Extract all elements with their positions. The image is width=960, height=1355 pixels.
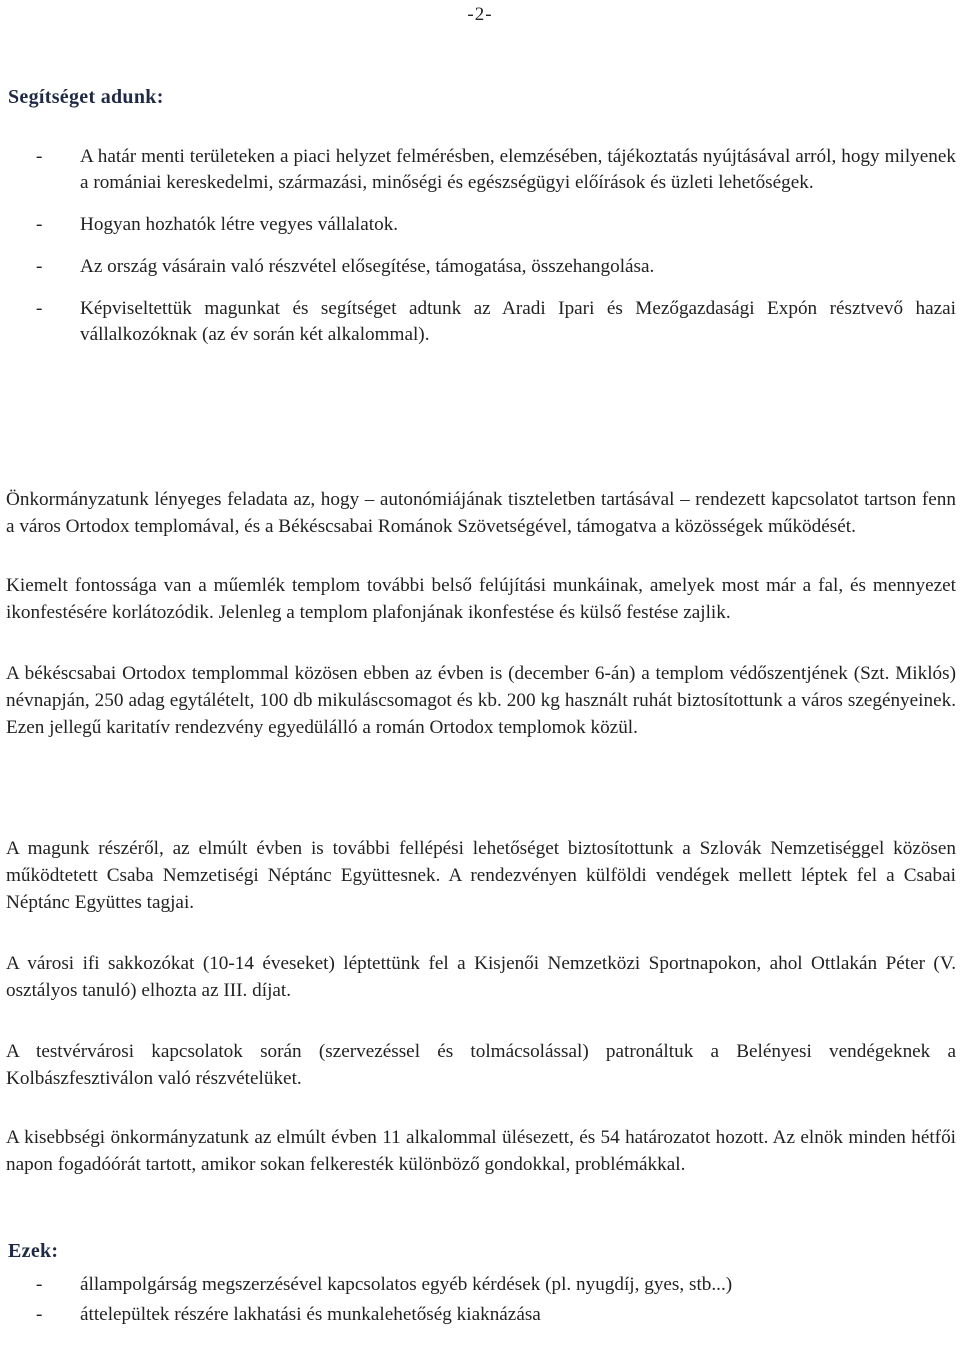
- list-item: [8, 144, 956, 196]
- list-item-text: állampolgárság megszerzésével kapcsolatos egyéb kérdések (pl. nyugdíj, gyes, stb...): [80, 1274, 733, 1295]
- bullet-dash: -: [36, 1304, 43, 1325]
- paragraph-twin-towns: A testvérvárosi kapcsolatok során (szervezéssel és tolmácsolással) patronáltuk a Belényesi vendégeknek a Kolbászfesztiválon való részvételüket.: [6, 1041, 956, 1089]
- paragraph-sessions: A kisebbségi önkormányzatunk az elmúlt évben 11 alkalommal ülésezett, és 54 határozatot hozott. Az elnök minden hétfői napon fogadóórát tartott, amikor sokan felkeresték különböző gondokkal, problémákkal.: [6, 1127, 956, 1175]
- bullet-dash: -: [36, 214, 43, 235]
- section-heading-these: Ezek:: [8, 1240, 59, 1262]
- paragraph-charity-event: A békéscsabai Ortodox templommal közösen ebben az évben is (december 6-án) a templom védőszentjének (Szt. Miklós) névnapján, 250 adag egytálételt, 100 db mikuláscsomagot és kb. 200 kg használt ruhát biztosítottunk a város szegényeinek. Ezen jellegű karitatív rendezvény egyedülálló a román Ortodox templomok közül.: [6, 663, 956, 738]
- list-item-text: Az ország vásárain való részvétel elősegítése, támogatása, összehangolása.: [80, 256, 655, 277]
- list-item: [8, 1302, 956, 1328]
- bullet-dash: -: [36, 256, 43, 277]
- bullet-dash: -: [36, 1274, 43, 1295]
- page-number: -2-: [467, 4, 493, 25]
- paragraph-orthodox-relations: Önkormányzatunk lényeges feladata az, hogy – autonómiájának tiszteletben tartásával – rendezett kapcsolatot tartson fenn a város Ortodox templomával, és a Békéscsabai Románok Szövetségével, támogatva a közösségek működését.: [6, 489, 956, 537]
- list-item-text: áttelepültek részére lakhatási és munkalehetőség kiaknázása: [80, 1304, 541, 1325]
- list-item: [8, 1272, 956, 1298]
- paragraph-church-renovation: Kiemelt fontossága van a műemlék templom további belső felújítási munkáinak, amelyek most már a fal, és mennyezet ikonfestésére korlátozódik. Jelenleg a templom plafonjának ikonfestése és külső festése zajlik.: [6, 575, 956, 623]
- help-bullet-list: [8, 144, 956, 364]
- section-heading-help: Segítséget adunk:: [8, 86, 164, 108]
- paragraph-chess: A városi ifi sakkozókat (10-14 éveseket) léptettünk fel a Kisjenői Nemzetközi Sportnapokon, ahol Ottlakán Péter (V. osztályos tanuló) elhozta az III. díjat.: [6, 953, 956, 1001]
- bullet-dash: -: [36, 146, 43, 167]
- list-item: [8, 254, 956, 280]
- these-bullet-list: [8, 1272, 956, 1332]
- paragraph-folk-dance: A magunk részéről, az elmúlt évben is további fellépési lehetőséget biztosítottunk a Szlovák Nemzetiséggel közösen működtetett Csaba Nemzetiségi Néptánc Együttesnek. A rendezvényen külföldi vendégek mellett léptek fel a Csabai Néptánc Együttes tagjai.: [6, 838, 956, 913]
- bullet-dash: -: [36, 298, 43, 319]
- list-item: [8, 296, 956, 348]
- list-item-text: Hogyan hozhatók létre vegyes vállalatok.: [80, 214, 399, 235]
- list-item: [8, 212, 956, 238]
- list-item-text: A határ menti területeken a piaci helyzet felmérésben, elemzésében, tájékoztatás nyújtásával arról, hogy milyenek a romániai kereskedelmi, származási, minőségi és egészségügyi előírások és üzleti lehetőségek.: [80, 146, 956, 193]
- list-item-text: Képviseltettük magunkat és segítséget adtunk az Aradi Ipari és Mezőgazdasági Expón résztvevő hazai vállalkozóknak (az év során két alkalommal).: [80, 298, 956, 345]
